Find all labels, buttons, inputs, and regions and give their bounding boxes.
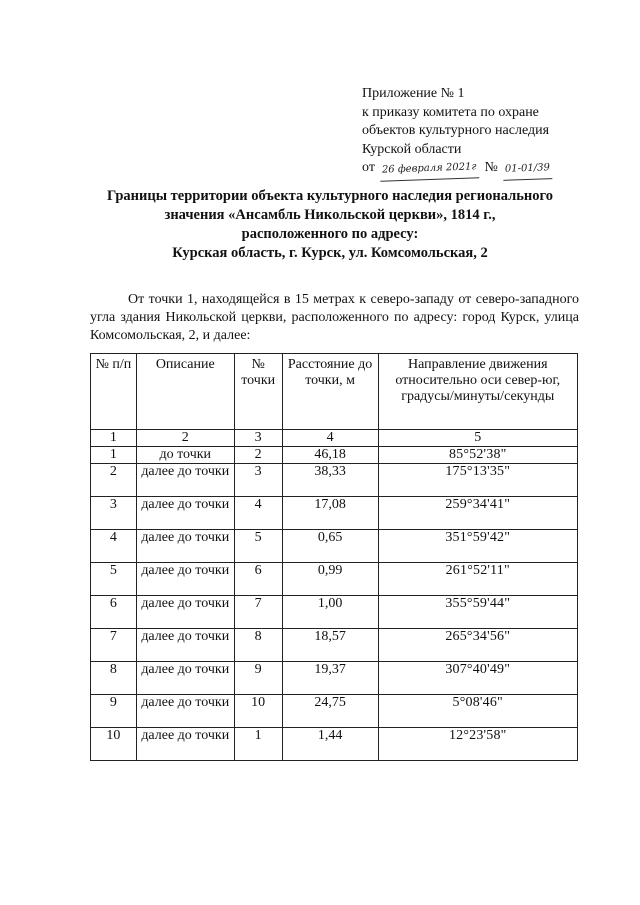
- cell-distance: 24,75: [282, 695, 378, 728]
- cell-direction: 12°23'58": [378, 728, 577, 761]
- cell-direction: 355°59'44": [378, 596, 577, 629]
- cell-description: далее до точки: [136, 464, 234, 497]
- cell-distance: 19,37: [282, 662, 378, 695]
- table-row: [91, 464, 578, 497]
- title-line-4: Курская область, г. Курск, ул. Комсомольская, 2: [172, 245, 488, 261]
- annex-date-number-line: [362, 159, 622, 180]
- table-body: [91, 447, 578, 761]
- cell-distance: 0,65: [282, 530, 378, 563]
- boundary-table: [90, 353, 578, 761]
- cell-description: далее до точки: [136, 497, 234, 530]
- cell-description: далее до точки: [136, 563, 234, 596]
- cell-point-number: 5: [234, 530, 282, 563]
- cell-index: 8: [91, 662, 137, 695]
- cell-point-number: 4: [234, 497, 282, 530]
- cell-point-number: 9: [234, 662, 282, 695]
- handwritten-date: 26 февраля 2021г: [380, 158, 479, 181]
- cell-point-number: 2: [234, 447, 282, 464]
- cell-distance: 1,00: [282, 596, 378, 629]
- cell-direction: 85°52'38": [378, 447, 577, 464]
- header-distance: Расстояние до точки, м: [282, 354, 378, 430]
- cell-distance: 1,44: [282, 728, 378, 761]
- cell-direction: 351°59'42": [378, 530, 577, 563]
- annex-line-1: Приложение № 1: [362, 86, 465, 101]
- column-number: 2: [136, 430, 234, 447]
- annex-line-4: Курской области: [362, 141, 462, 157]
- cell-description: далее до точки: [136, 596, 234, 629]
- cell-direction: 307°40'49": [378, 662, 577, 695]
- intro-paragraph: От точки 1, находящейся в 15 метрах к северо-западу от северо-западного угла здания Никольской церкви, расположенного по адресу: город Курск, улица Комсомольская, 2, и далее:: [90, 292, 579, 343]
- cell-distance: 38,33: [282, 464, 378, 497]
- header-index: № п/п: [91, 354, 137, 430]
- cell-index: 1: [91, 447, 137, 464]
- cell-point-number: 3: [234, 464, 282, 497]
- column-number-row: [91, 430, 578, 447]
- cell-description: далее до точки: [136, 728, 234, 761]
- table-row: [91, 596, 578, 629]
- cell-description: далее до точки: [136, 629, 234, 662]
- cell-index: 10: [91, 728, 137, 761]
- cell-direction: 259°34'41": [378, 497, 577, 530]
- table-row: [91, 695, 578, 728]
- cell-direction: 5°08'46": [378, 695, 577, 728]
- table-row: [91, 728, 578, 761]
- cell-index: 2: [91, 464, 137, 497]
- column-number: 5: [378, 430, 577, 447]
- cell-distance: 46,18: [282, 447, 378, 464]
- cell-index: 7: [91, 629, 137, 662]
- table-row: [91, 447, 578, 464]
- table-row: [91, 662, 578, 695]
- cell-index: 3: [91, 497, 137, 530]
- cell-direction: 175°13'35": [378, 464, 577, 497]
- annex-line-3: объектов культурного наследия: [362, 123, 550, 138]
- cell-description: до точки: [136, 447, 234, 464]
- cell-point-number: 6: [234, 563, 282, 596]
- header-description: Описание: [136, 354, 234, 430]
- table-header-row: [91, 354, 578, 430]
- cell-index: 5: [91, 563, 137, 596]
- cell-distance: 0,99: [282, 563, 378, 596]
- title-line-3: расположенного по адресу:: [241, 226, 419, 242]
- cell-index: 9: [91, 695, 137, 728]
- cell-point-number: 10: [234, 695, 282, 728]
- cell-direction: 265°34'56": [378, 629, 577, 662]
- table-row: [91, 530, 578, 563]
- cell-index: 4: [91, 530, 137, 563]
- cell-point-number: 7: [234, 596, 282, 629]
- cell-index: 6: [91, 596, 137, 629]
- column-number: 4: [282, 430, 378, 447]
- from-prefix: от: [362, 160, 375, 175]
- annex-line-2: к приказу комитета по охране: [362, 104, 539, 120]
- cell-description: далее до точки: [136, 662, 234, 695]
- title-line-1: Границы территории объекта культурного наследия регионального: [107, 188, 553, 204]
- header-direction: Направление движения относительно оси север-юг, градусы/минуты/секунды: [378, 354, 577, 430]
- document-title: [60, 187, 600, 263]
- header-point-number: № точки: [234, 354, 282, 430]
- cell-point-number: 1: [234, 728, 282, 761]
- cell-point-number: 8: [234, 629, 282, 662]
- number-prefix: №: [484, 160, 498, 175]
- cell-distance: 18,57: [282, 629, 378, 662]
- table-row: [91, 497, 578, 530]
- table-row: [91, 563, 578, 596]
- cell-direction: 261°52'11": [378, 563, 577, 596]
- cell-description: далее до точки: [136, 530, 234, 563]
- cell-distance: 17,08: [282, 497, 378, 530]
- cell-description: далее до точки: [136, 695, 234, 728]
- annex-block: [362, 85, 622, 180]
- title-line-2: значения «Ансамбль Никольской церкви», 1814 г.,: [164, 207, 496, 223]
- column-number: 1: [91, 430, 137, 447]
- column-number: 3: [234, 430, 282, 447]
- handwritten-number: 01-01/39: [503, 159, 553, 180]
- table-row: [91, 629, 578, 662]
